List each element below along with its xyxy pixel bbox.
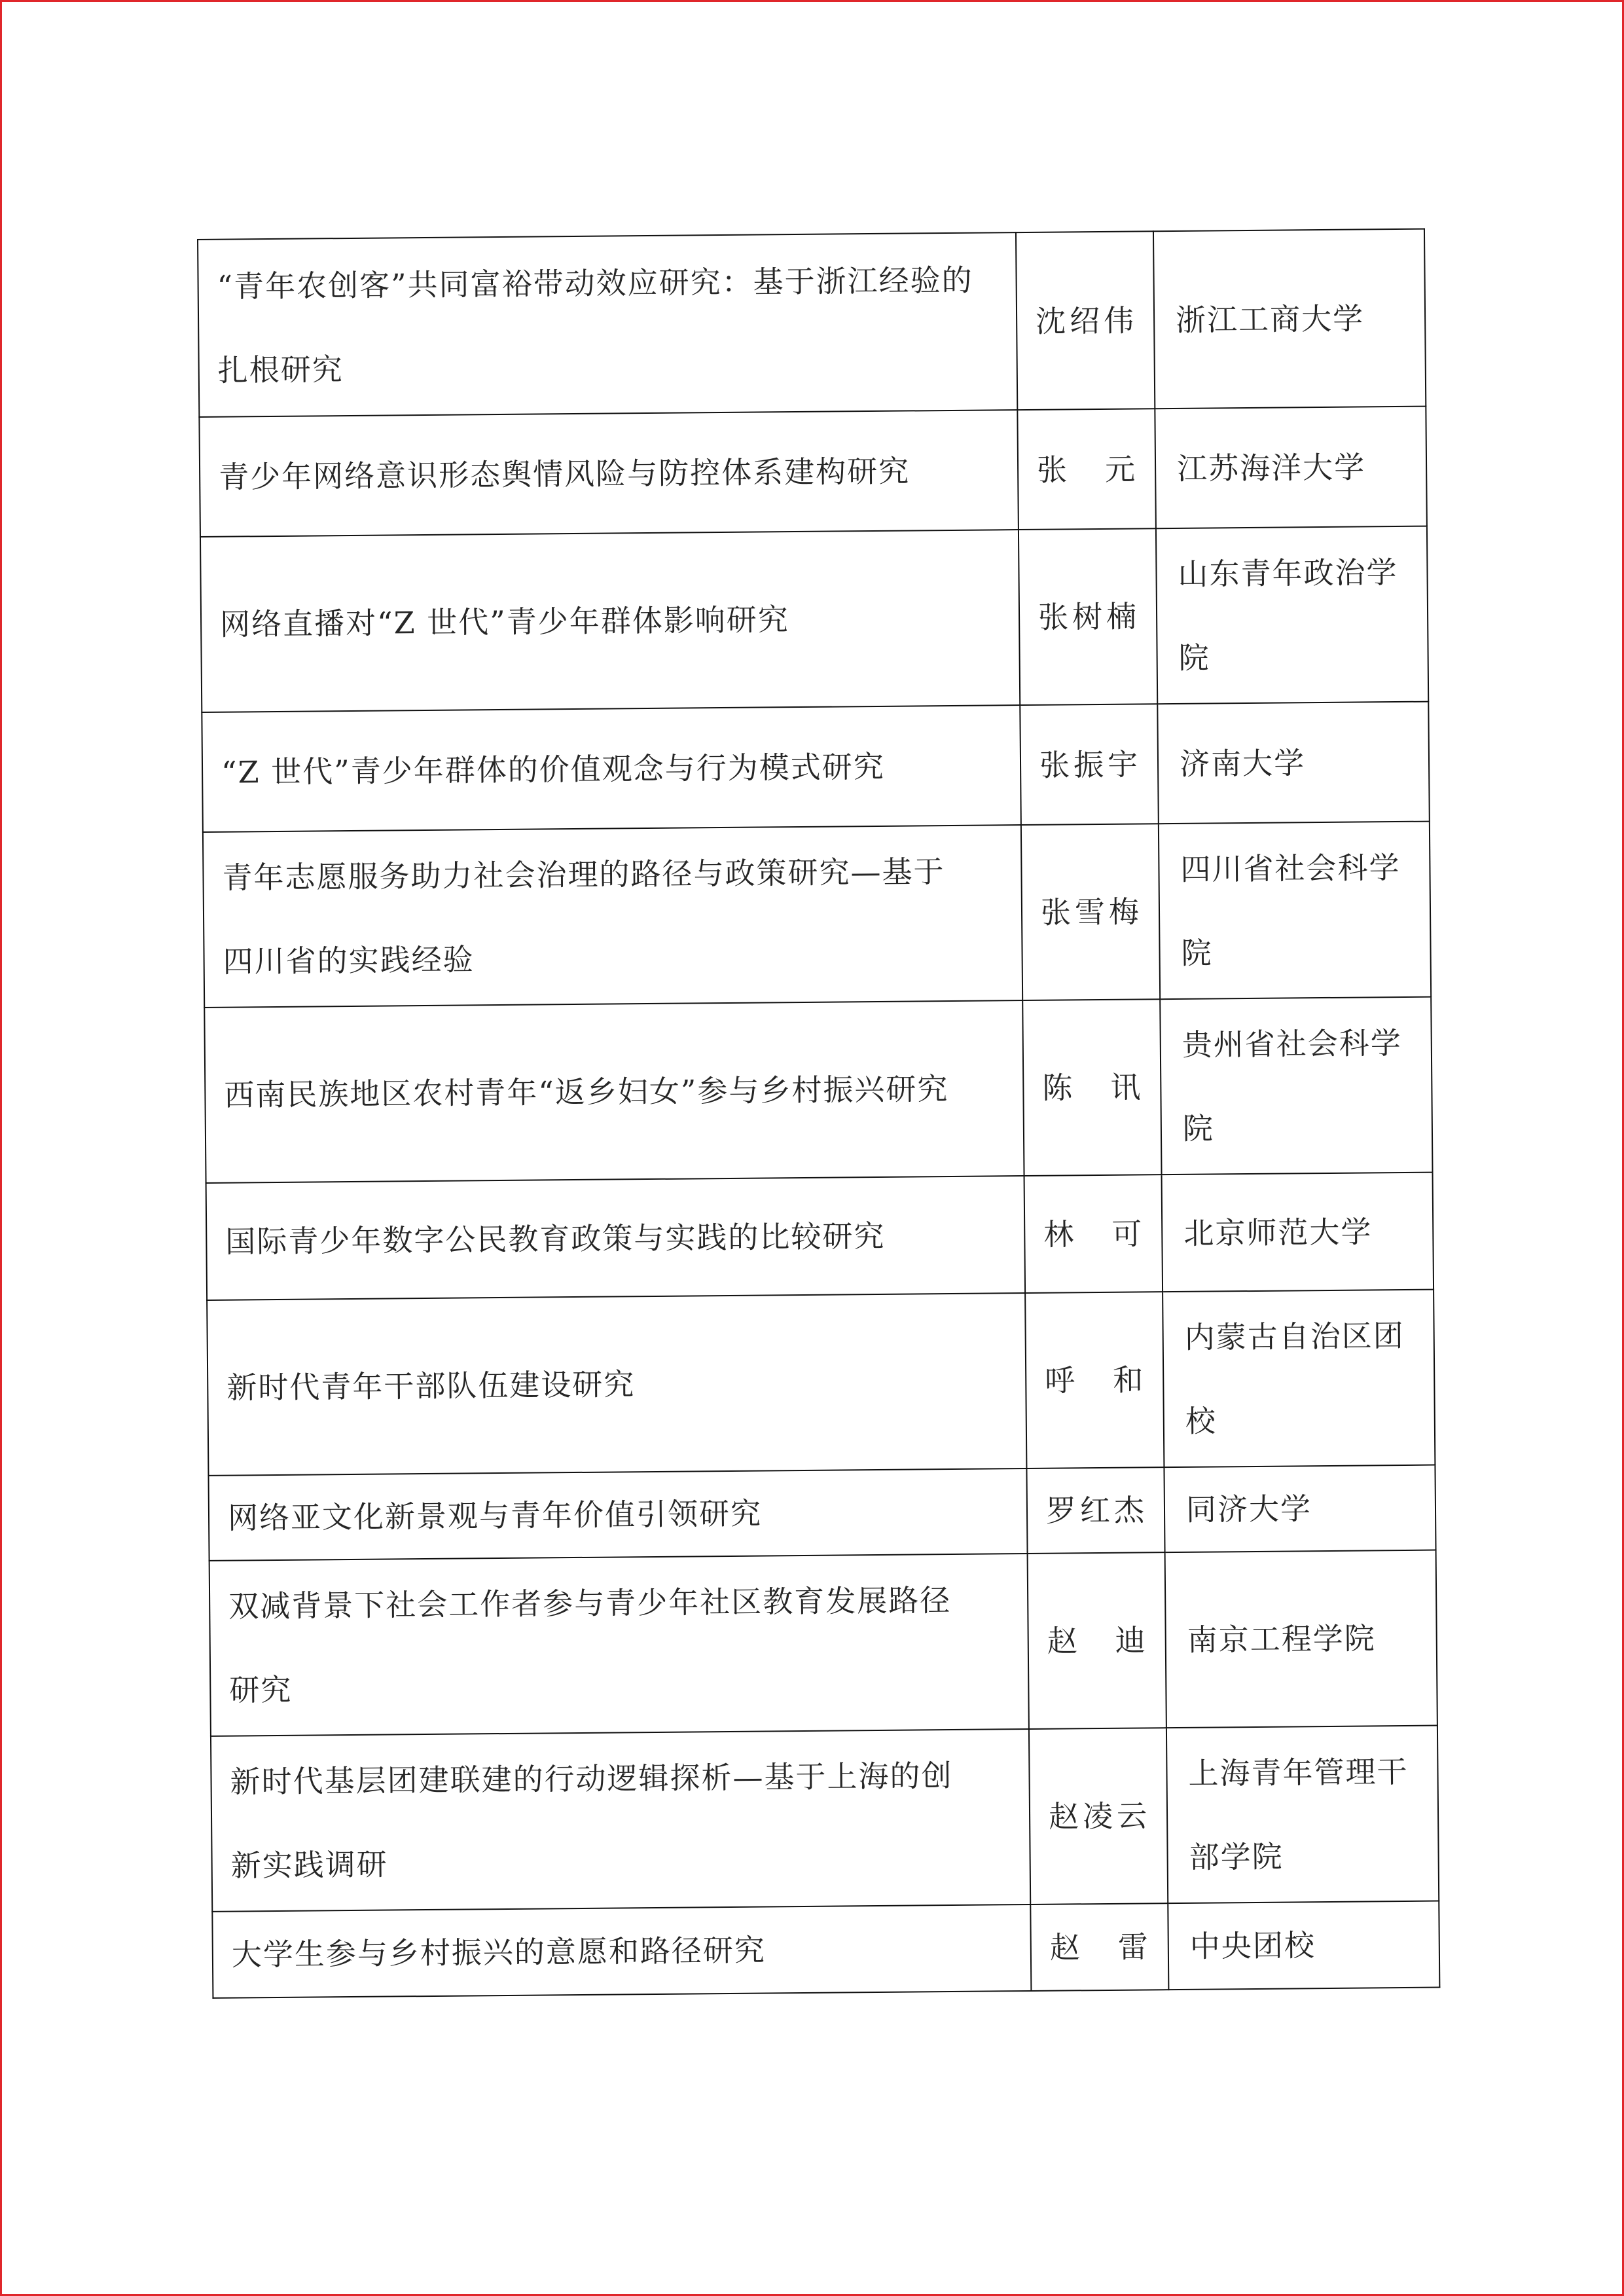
project-title-cell — [206, 1176, 1026, 1300]
project-title-line: 新时代青年干部队伍建设研究 — [226, 1366, 636, 1406]
institution-line: 四川省社会科学 — [1180, 849, 1401, 887]
project-title-cell — [202, 705, 1021, 832]
table-row — [212, 1901, 1439, 1998]
project-title-cell — [212, 1904, 1031, 1998]
project-title-line: 青年志愿服务助力社会治理的路径与政策研究—基于 — [222, 854, 945, 896]
project-title-line: 双减背景下社会工作者参与青少年社区教育发展路径 — [228, 1582, 952, 1624]
researcher-name: 赵凌云 — [1048, 1798, 1149, 1834]
institution-cell — [1168, 1901, 1439, 1990]
project-title-cell — [208, 1468, 1027, 1561]
project-title-line: 新时代基层团建联建的行动逻辑探析—基于上海的创 — [230, 1758, 953, 1800]
table-row — [198, 229, 1426, 417]
project-title-cell — [204, 1000, 1024, 1183]
researcher-name-cell — [1022, 999, 1161, 1176]
institution-line: 上海青年管理干 — [1188, 1753, 1409, 1791]
project-table-body — [198, 229, 1439, 1998]
researcher-name: 张雪梅 — [1040, 894, 1141, 930]
institution-cell — [1157, 702, 1430, 824]
institution-cell — [1166, 1726, 1439, 1904]
project-title-line: 网络亚文化新景观与青年价值引领研究 — [227, 1495, 763, 1536]
project-title-line: 研究 — [229, 1671, 293, 1708]
researcher-name: 罗红杰 — [1045, 1492, 1146, 1529]
researcher-name-cell — [1019, 528, 1157, 705]
institution-cell — [1164, 1465, 1435, 1553]
researcher-name-cell — [1021, 824, 1160, 1000]
researcher-name: 沈绍伟 — [1035, 302, 1136, 339]
institution-line: 济南大学 — [1179, 744, 1306, 782]
researcher-name-cell — [1020, 704, 1159, 825]
institution-cell — [1153, 229, 1426, 409]
project-title-line: 四川省的实践经验 — [223, 941, 475, 979]
institution-line: 中央团校 — [1189, 1927, 1316, 1964]
institution-cell — [1159, 822, 1431, 1000]
researcher-name: 张树楠 — [1038, 598, 1138, 635]
project-title-line: 青少年网络意识形态舆情风险与防控体系建构研究 — [218, 453, 911, 495]
project-title-line: 网络直播对“Z 世代”青少年群体影响研究 — [219, 602, 789, 642]
researcher-name: 张振宇 — [1039, 746, 1140, 783]
project-title-line: 国际青少年数字公民教育政策与实践的比较研究 — [225, 1218, 886, 1260]
project-title-line: 大学生参与乡村振兴的意愿和路径研究 — [231, 1932, 767, 1973]
researcher-name-cell — [1016, 231, 1155, 410]
table-row — [200, 526, 1428, 712]
table-row — [203, 822, 1431, 1008]
table-row — [211, 1726, 1439, 1912]
institution-line: 江苏海洋大学 — [1176, 448, 1366, 486]
table-row — [209, 1550, 1437, 1736]
researcher-name-cell — [1017, 409, 1156, 530]
project-title-line: “Z 世代”青少年群体的价值观念与行为模式研究 — [221, 748, 885, 790]
institution-cell — [1165, 1550, 1437, 1728]
project-title-line: 新实践调研 — [230, 1846, 388, 1884]
institution-line: 院 — [1181, 935, 1213, 971]
institution-line: 北京师范大学 — [1183, 1213, 1373, 1251]
researcher-name: 陈 讯 — [1042, 1069, 1142, 1106]
project-title-cell — [207, 1293, 1026, 1476]
table-row — [208, 1465, 1435, 1561]
table-row — [202, 702, 1430, 832]
researcher-name-cell — [1026, 1467, 1164, 1554]
institution-line: 山东青年政治学 — [1178, 555, 1398, 592]
table-row — [204, 997, 1432, 1183]
institution-line: 部学院 — [1189, 1838, 1284, 1875]
institution-line: 内蒙古自治区团 — [1184, 1317, 1405, 1355]
project-title-cell — [211, 1729, 1030, 1912]
institution-cell — [1163, 1290, 1435, 1468]
institution-cell — [1162, 1173, 1434, 1292]
project-title-cell — [198, 232, 1017, 417]
researcher-name-cell — [1025, 1292, 1164, 1468]
table-row — [199, 407, 1427, 537]
researcher-name: 赵 雷 — [1049, 1929, 1150, 1965]
researcher-name-cell — [1024, 1175, 1163, 1293]
institution-cell — [1156, 526, 1428, 704]
project-title-line: 扎根研究 — [217, 351, 344, 388]
project-table — [197, 228, 1440, 1999]
project-title-line: 西南民族地区农村青年“返乡妇女”参与乡村振兴研究 — [224, 1071, 949, 1113]
project-title-line: “青年农创客”共同富裕带动效应研究：基于浙江经验的 — [217, 262, 973, 304]
institution-line: 校 — [1185, 1403, 1218, 1439]
table-row — [207, 1290, 1435, 1476]
institution-cell — [1160, 997, 1432, 1175]
institution-line: 浙江工商大学 — [1175, 300, 1365, 338]
researcher-name-cell — [1030, 1903, 1168, 1991]
institution-cell — [1155, 407, 1427, 529]
institution-line: 贵州省社会科学 — [1182, 1025, 1403, 1063]
researcher-name: 林 可 — [1043, 1215, 1144, 1252]
researcher-name: 呼 和 — [1045, 1362, 1145, 1398]
table-row — [206, 1173, 1434, 1300]
researcher-name: 赵 迪 — [1047, 1622, 1147, 1659]
researcher-name-cell — [1029, 1728, 1168, 1904]
institution-line: 院 — [1182, 1110, 1215, 1146]
project-title-cell — [209, 1554, 1029, 1736]
researcher-name: 张 元 — [1036, 450, 1137, 488]
project-title-cell — [203, 825, 1022, 1008]
institution-line: 南京工程学院 — [1187, 1620, 1376, 1658]
institution-line: 院 — [1178, 640, 1210, 676]
project-title-cell — [199, 410, 1019, 537]
researcher-name-cell — [1028, 1552, 1166, 1729]
project-title-cell — [200, 530, 1020, 712]
institution-line: 同济大学 — [1185, 1491, 1312, 1527]
